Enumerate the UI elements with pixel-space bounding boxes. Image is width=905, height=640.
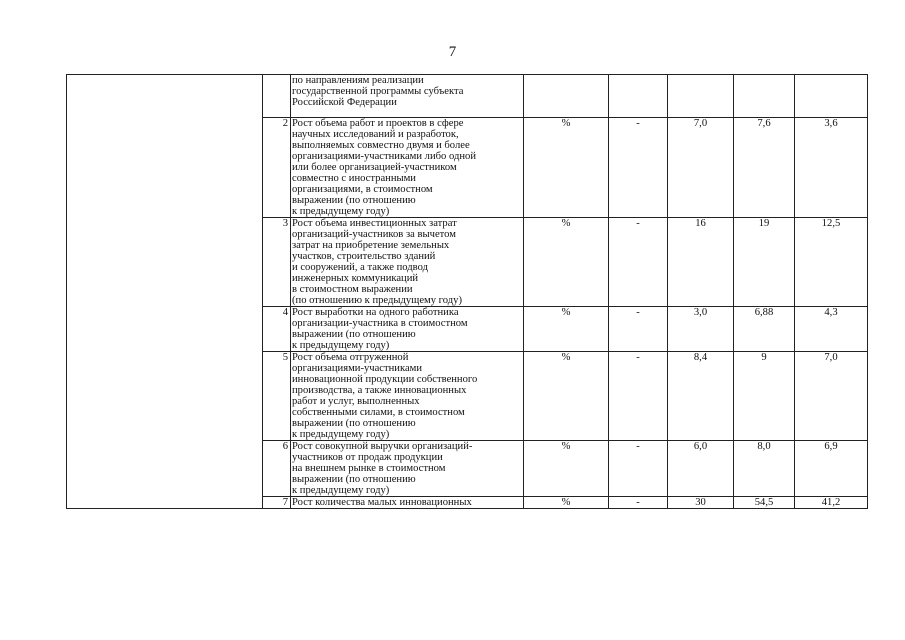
cell-unit: % <box>524 118 609 218</box>
cell-unit: % <box>524 497 609 509</box>
cell-value-1: 8,4 <box>668 352 734 441</box>
cell-value-1: 6,0 <box>668 441 734 497</box>
cell-num: 4 <box>263 307 291 352</box>
cell-indicator-name: по направлениям реализации государственной программы субъекта Российской Федерации <box>291 75 524 118</box>
cell-value-2: 8,0 <box>734 441 795 497</box>
cell-value-2: 19 <box>734 218 795 307</box>
cell-base: - <box>609 307 668 352</box>
cell-unit: % <box>524 307 609 352</box>
page-number: 7 <box>448 44 457 60</box>
cell-value-3: 4,3 <box>795 307 868 352</box>
cell-unit: % <box>524 352 609 441</box>
indicators-table <box>66 74 868 509</box>
cell-base <box>609 75 668 118</box>
cell-unit <box>524 75 609 118</box>
cell-indicator-name: Рост количества малых инновационных <box>291 497 524 509</box>
cell-unit: % <box>524 218 609 307</box>
cell-indicator-name: Рост объема отгруженной организациями-участниками инновационной продукции собственного производства, а также инновационных работ и услуг, выполненных собственными силами, в стоимостном выражении (по отношению к предыдущему году) <box>291 352 524 441</box>
cell-value-2: 7,6 <box>734 118 795 218</box>
cell-num: 5 <box>263 352 291 441</box>
cell-value-2 <box>734 75 795 118</box>
cell-value-3: 3,6 <box>795 118 868 218</box>
cell-value-3: 41,2 <box>795 497 868 509</box>
cell-indicator-name: Рост объема инвестиционных затрат организаций-участников за вычетом затрат на приобретение земельных участков, строительство зданий и сооружений, а также подвод инженерных коммуникаций в стоимостном выражении (по отношению к предыдущему году) <box>291 218 524 307</box>
cell-value-2: 9 <box>734 352 795 441</box>
cell-value-1: 3,0 <box>668 307 734 352</box>
cell-value-2: 54,5 <box>734 497 795 509</box>
cell-value-1 <box>668 75 734 118</box>
cell-num: 3 <box>263 218 291 307</box>
cell-value-1: 7,0 <box>668 118 734 218</box>
cell-num: 2 <box>263 118 291 218</box>
cell-value-3: 6,9 <box>795 441 868 497</box>
cell-num: 7 <box>263 497 291 509</box>
cell-num <box>263 75 291 118</box>
cell-value-3: 12,5 <box>795 218 868 307</box>
cell-base: - <box>609 497 668 509</box>
cell-unit: % <box>524 441 609 497</box>
cell-base: - <box>609 218 668 307</box>
cell-indicator-name: Рост совокупной выручки организаций- участников от продаж продукции на внешнем рынке в стоимостном выражении (по отношению к предыдущему году) <box>291 441 524 497</box>
cell-indicator-name: Рост объема работ и проектов в сфере научных исследований и разработок, выполняемых совместно двумя и более организациями-участниками либо одной или более организацией-участником совместно с иностранными организациями, в стоимостном выражении (по отношению к предыдущему году) <box>291 118 524 218</box>
cell-value-3 <box>795 75 868 118</box>
cell-value-3: 7,0 <box>795 352 868 441</box>
cell-num: 6 <box>263 441 291 497</box>
cell-base: - <box>609 352 668 441</box>
cell-value-1: 16 <box>668 218 734 307</box>
cell-indicator-name: Рост выработки на одного работника организации-участника в стоимостном выражении (по отношению к предыдущему году) <box>291 307 524 352</box>
left-merged-cell <box>67 75 263 509</box>
cell-value-1: 30 <box>668 497 734 509</box>
cell-value-2: 6,88 <box>734 307 795 352</box>
cell-base: - <box>609 441 668 497</box>
cell-base: - <box>609 118 668 218</box>
table-row <box>67 75 868 118</box>
